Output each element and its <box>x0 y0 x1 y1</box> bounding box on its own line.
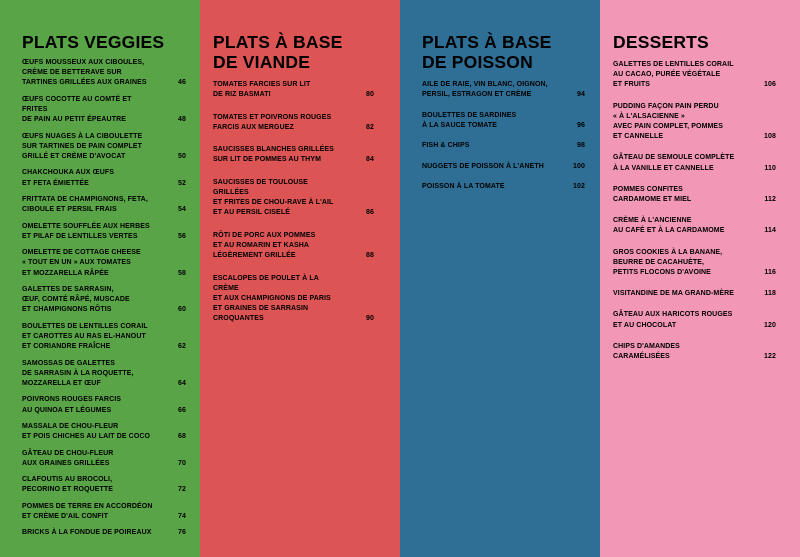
recipe-title: GALETTES DE SARRASIN, ŒUF, COMTÉ RÂPÉ, MUSCADE ET CHAMPIGNONS RÔTIS <box>22 285 130 314</box>
page-number: 72 <box>178 486 186 494</box>
section-title: PLATS VEGGIES <box>22 32 165 52</box>
recipe-entry[interactable] <box>22 248 186 279</box>
recipe-entry[interactable] <box>22 475 186 495</box>
page-number: 50 <box>178 153 186 160</box>
recipe-title: MASSALA DE CHOU-FLEUR ET POIS CHICHES AU LAIT DE COCO <box>22 422 151 441</box>
page-number: 54 <box>178 206 186 214</box>
page-number: 66 <box>178 406 186 414</box>
recipe-title: CHAKCHOUKA AUX ŒUFS ET FETA ÉMIETTÉE <box>22 169 114 187</box>
recipe-title: PUDDING FAÇON PAIN PERDU « À L'ALSACIENNE » AVEC PAIN COMPLET, POMMES ET CANNELLE <box>613 102 723 141</box>
recipe-entry[interactable] <box>613 216 776 236</box>
recipe-entry[interactable] <box>22 502 186 522</box>
recipe-title: ŒUFS NUAGES À LA CIBOULETTE SUR TARTINES DE PAIN COMPLET GRILLÉ ET CRÈME D'AVOCAT <box>22 132 143 160</box>
recipe-title: POMMES DE TERRE EN ACCORDÉON ET CRÈME D'AIL CONFIT <box>22 502 153 520</box>
page-number: 118 <box>764 290 776 298</box>
recipe-entry[interactable] <box>22 285 186 316</box>
page-number: 98 <box>577 142 585 150</box>
recipe-entry[interactable] <box>422 111 585 131</box>
recipe-entry[interactable] <box>422 162 585 172</box>
recipe-title: AILE DE RAIE, VIN BLANC, OIGNON, PERSIL, ESTRAGON ET CRÈME <box>422 81 548 99</box>
recipe-title: GÂTEAU AUX HARICOTS ROUGES ET AU CHOCOLAT <box>613 311 733 329</box>
page-number: 52 <box>178 179 186 187</box>
page-number: 62 <box>178 343 186 351</box>
page-number: 102 <box>573 182 585 190</box>
page-number: 116 <box>764 269 776 277</box>
recipe-title: VISITANDINE DE MA GRAND-MÈRE <box>613 290 735 298</box>
recipe-title: RÔTI DE PORC AUX POMMES ET AU ROMARIN ET KASHA LÉGÈREMENT GRILLÉE <box>213 231 316 260</box>
page-number: 68 <box>178 433 186 441</box>
recipe-entry[interactable] <box>22 395 186 415</box>
recipe-title: GALETTES DE LENTILLES CORAIL AU CACAO, PURÉE VÉGÉTALE ET FRUITS <box>613 61 734 89</box>
recipe-entry[interactable] <box>213 231 374 262</box>
page-number: 76 <box>178 529 186 537</box>
page-number: 100 <box>573 162 585 170</box>
recipe-title: SAMOSSAS DE GALETTES DE SARRASIN À LA ROQUETTE, MOZZARELLA ET ŒUF <box>22 359 134 387</box>
page-number: 82 <box>366 123 374 131</box>
page-number: 56 <box>178 232 186 240</box>
page-number: 48 <box>178 116 186 124</box>
page-number: 90 <box>366 315 374 323</box>
page-number: 106 <box>764 81 776 89</box>
recipe-list <box>213 80 374 325</box>
recipe-title: ŒUFS MOUSSEUX AUX CIBOULES, CRÈME DE BETTERAVE SUR TARTINES GRILLÉES AUX GRAINES <box>22 59 147 87</box>
recipe-entry[interactable] <box>613 310 776 330</box>
recipe-title: ESCALOPES DE POULET À LA CRÈME ET AUX CHAMPIGNONS DE PARIS ET GRAINES DE SARRASIN CROQUANTES <box>213 274 331 323</box>
recipe-title: POIVRONS ROUGES FARCIS AU QUINOA ET LÉGUMES <box>22 396 122 414</box>
page-number: 70 <box>178 459 186 467</box>
page-number: 122 <box>764 353 776 361</box>
recipe-entry[interactable] <box>422 182 585 192</box>
recipe-entry[interactable] <box>22 132 186 163</box>
recipe-entry[interactable] <box>22 95 186 126</box>
recipe-list <box>613 60 776 362</box>
recipe-title: TOMATES FARCIES SUR LIT DE RIZ BASMATI <box>213 81 311 99</box>
recipe-title: OMELETTE SOUFFLÉE AUX HERBES ET PILAF DE LENTILLES VERTES <box>22 222 150 240</box>
recipe-entry[interactable] <box>22 168 186 188</box>
recipe-title: SAUCISSES DE TOULOUSE GRILLÉES ET FRITES DE CHOU-RAVE À L'AIL ET AU PERSIL CISELÉ <box>213 178 334 217</box>
page-number: 96 <box>577 121 585 129</box>
recipe-title: SAUCISSES BLANCHES GRILLÉES SUR LIT DE POMMES AU THYM <box>213 146 334 164</box>
recipe-title: NUGGETS DE POISSON À L'ANETH <box>422 162 544 170</box>
recipe-title: BOULETTES DE SARDINES À LA SAUCE TOMATE <box>422 111 517 129</box>
recipe-title: CHIPS D'AMANDES CARAMÉLISÉES <box>613 342 680 361</box>
recipe-list <box>422 80 585 192</box>
recipe-entry[interactable] <box>22 322 186 353</box>
recipe-title: BRICKS À LA FONDUE DE POIREAUX <box>22 529 152 537</box>
page-number: 114 <box>764 227 776 235</box>
recipe-title: OMELETTE DE COTTAGE CHEESE « TOUT EN UN » AUX TOMATES ET MOZZARELLA RÂPÉE <box>22 249 141 277</box>
page-number: 88 <box>366 252 374 260</box>
recipe-entry[interactable] <box>213 178 374 219</box>
page-number: 58 <box>178 269 186 277</box>
recipe-title: CLAFOUTIS AU BROCOLI, PECORINO ET ROQUETTE <box>22 476 114 494</box>
recipe-entry[interactable] <box>22 359 186 390</box>
recipe-entry[interactable] <box>22 528 186 538</box>
page-number: 64 <box>178 379 186 387</box>
recipe-title: GÂTEAU DE SEMOULE COMPLÈTE À LA VANILLE ET CANNELLE <box>613 154 735 172</box>
recipe-entry[interactable] <box>22 449 186 469</box>
recipe-entry[interactable] <box>613 102 776 143</box>
page-number: 112 <box>764 196 776 204</box>
recipe-entry[interactable] <box>213 274 374 325</box>
page-number: 120 <box>764 321 776 329</box>
page-number: 110 <box>764 164 776 172</box>
recipe-title: BOULETTES DE LENTILLES CORAIL ET CAROTTES AU RAS EL-HANOUT ET CORIANDRE FRAÎCHE <box>22 322 148 351</box>
recipe-title: TOMATES ET POIVRONS ROUGES FARCIS AUX MERGUEZ <box>213 113 332 131</box>
section-title: PLATS À BASE DE POISSON <box>422 32 552 72</box>
page-number: 108 <box>764 133 776 141</box>
recipe-entry[interactable] <box>22 222 186 242</box>
recipe-entry[interactable] <box>613 342 776 362</box>
recipe-title: CRÈME À L'ANCIENNE AU CAFÉ ET À LA CARDAMOME <box>613 217 725 235</box>
recipe-entry[interactable] <box>613 289 776 299</box>
recipe-entry[interactable] <box>213 145 374 165</box>
recipe-title: POMMES CONFITES CARDAMOME ET MIEL <box>613 185 692 204</box>
recipe-title: FISH & CHIPS <box>422 142 470 150</box>
section-desserts <box>600 0 800 557</box>
section-plats-poisson <box>400 0 600 557</box>
page-number: 94 <box>577 91 585 99</box>
page-number: 86 <box>366 209 374 217</box>
recipe-entry[interactable] <box>213 80 374 100</box>
recipe-entry[interactable] <box>613 153 776 173</box>
page-number: 60 <box>178 306 186 314</box>
section-title: DESSERTS <box>613 32 709 52</box>
page-number: 80 <box>366 91 374 99</box>
recipe-title: POISSON À LA TOMATE <box>422 182 505 190</box>
page-number: 74 <box>178 512 186 520</box>
section-plats-veggies <box>0 0 200 557</box>
recipe-entry[interactable] <box>422 141 585 151</box>
page-number: 46 <box>178 79 186 87</box>
recipe-title: GROS COOKIES À LA BANANE, BEURRE DE CACAHUÈTE, PETITS FLOCONS D'AVOINE <box>613 248 723 277</box>
page-number: 84 <box>366 156 374 164</box>
recipe-entry[interactable] <box>422 80 585 100</box>
recipe-entry[interactable] <box>613 248 776 279</box>
section-plats-viande <box>200 0 400 557</box>
recipe-entry[interactable] <box>213 113 374 133</box>
recipe-entry[interactable] <box>22 58 186 89</box>
recipe-entry[interactable] <box>613 60 776 91</box>
recipe-title: GÂTEAU DE CHOU-FLEUR AUX GRAINES GRILLÉES <box>22 449 114 467</box>
section-title: PLATS À BASE DE VIANDE <box>213 32 343 72</box>
recipe-title: ŒUFS COCOTTE AU COMTÉ ET FRITES DE PAIN AU PETIT ÉPEAUTRE <box>22 95 132 124</box>
recipe-entry[interactable] <box>22 422 186 442</box>
recipe-list <box>22 58 186 539</box>
recipe-entry[interactable] <box>613 185 776 205</box>
recipe-title: FRITTATA DE CHAMPIGNONS, FETA, CIBOULE ET PERSIL FRAIS <box>22 195 148 214</box>
recipe-entry[interactable] <box>22 195 186 215</box>
